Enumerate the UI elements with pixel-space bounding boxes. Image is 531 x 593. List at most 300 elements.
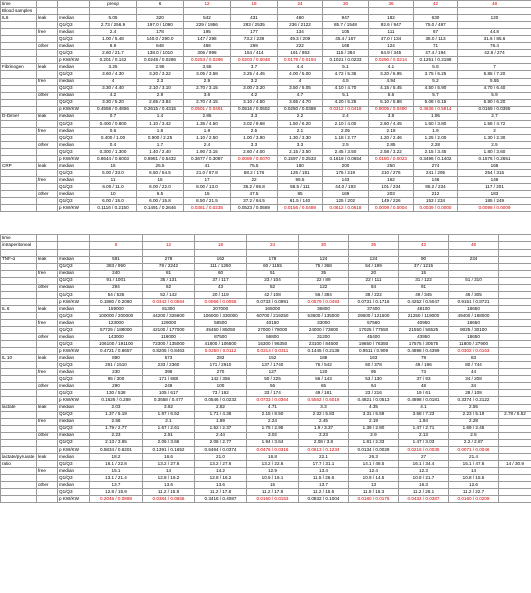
table-cell[interactable]: 0.0159 / 0.0355 [458, 106, 531, 113]
table-cell[interactable]: 51 [247, 270, 299, 277]
table-cell[interactable]: 124 [369, 43, 414, 50]
table-cell[interactable]: 0.1391 / 0.1652 [143, 446, 195, 453]
table-cell[interactable]: 2.45 / 3.50 [323, 148, 369, 155]
table-cell[interactable]: 5.90 / 6.20 [458, 99, 531, 106]
table-cell[interactable]: 30 [323, 1, 369, 8]
table-cell[interactable] [37, 148, 58, 155]
table-cell[interactable]: 13.6 [143, 482, 195, 489]
table-cell[interactable] [499, 432, 531, 439]
table-cell[interactable]: 283 / 2535 [231, 22, 278, 29]
table-cell[interactable] [1, 439, 37, 446]
table-cell[interactable]: 56 [247, 383, 299, 390]
table-cell[interactable]: 159000 [90, 305, 143, 312]
table-cell[interactable]: 2.9 [137, 92, 184, 99]
table-cell[interactable]: 3.30 / 4.40 [90, 85, 137, 92]
table-cell[interactable] [499, 256, 531, 263]
table-cell[interactable]: 203 [369, 191, 414, 198]
table-cell[interactable] [37, 22, 58, 29]
table-cell[interactable]: 12 [143, 242, 195, 249]
table-cell[interactable] [369, 8, 414, 15]
table-cell[interactable]: 0.4 [90, 141, 137, 148]
table-cell[interactable] [1, 489, 37, 496]
table-cell[interactable]: 2.85 [369, 141, 414, 148]
table-cell[interactable]: 3.55 [184, 64, 231, 71]
table-cell[interactable]: 229 / 1956 [184, 22, 231, 29]
table-cell[interactable]: 0.0248 / 0.0286 [137, 57, 184, 64]
table-cell[interactable]: 6.9 [90, 43, 137, 50]
table-cell[interactable] [37, 460, 58, 467]
table-cell[interactable] [37, 439, 58, 446]
table-cell[interactable]: 56800 [247, 334, 299, 341]
table-cell[interactable] [349, 235, 399, 242]
table-cell[interactable]: median [58, 177, 90, 184]
table-cell[interactable]: 106100 / 191100 [90, 341, 143, 348]
table-cell[interactable]: 42100 / 177000 [143, 327, 195, 334]
table-cell[interactable]: 306 / 998 [184, 50, 231, 57]
table-cell[interactable]: 0.4558 / 0.4856 [90, 106, 137, 113]
table-cell[interactable]: Q1/Q3 [58, 277, 90, 284]
table-cell[interactable]: 210 / 276 [369, 170, 414, 177]
table-cell[interactable]: lactate [1, 404, 37, 411]
table-cell[interactable]: 140.0 / 290.0 [137, 36, 184, 43]
table-cell[interactable] [349, 249, 399, 256]
table-cell[interactable]: 383 / 950 [90, 263, 143, 270]
table-cell[interactable]: free [37, 177, 58, 184]
table-cell[interactable]: 0.8205 / 0.8463 [143, 348, 195, 355]
table-cell[interactable]: 29600 / 121500 [349, 312, 399, 319]
table-cell[interactable]: 129000 [143, 319, 195, 326]
table-cell[interactable] [58, 242, 90, 249]
table-cell[interactable] [1, 127, 37, 134]
table-cell[interactable] [195, 249, 247, 256]
table-cell[interactable]: 0.0733 / 0.0364 [247, 397, 299, 404]
table-cell[interactable]: 3.65 / 4.70 [278, 99, 323, 106]
table-cell[interactable] [1, 29, 37, 36]
table-cell[interactable]: p KW/KW [58, 205, 90, 212]
table-cell[interactable]: 16.8 [247, 453, 299, 460]
table-cell[interactable]: 2.73 / 256.9 [90, 22, 137, 29]
table-cell[interactable] [1, 205, 37, 212]
table-cell[interactable] [499, 496, 531, 503]
table-cell[interactable]: median [58, 29, 90, 36]
table-cell[interactable] [1, 148, 37, 155]
table-cell[interactable]: 21.4 [449, 453, 499, 460]
table-cell[interactable]: 0.5562 / 0.6019 [299, 397, 349, 404]
table-cell[interactable]: 0.7 [90, 113, 137, 120]
table-cell[interactable] [323, 8, 369, 15]
table-cell[interactable]: 185 / 249 [458, 198, 531, 205]
table-cell[interactable]: 53 / 130 [349, 376, 399, 383]
table-cell[interactable]: 27 [399, 453, 449, 460]
table-cell[interactable]: 0.0546 / 0.0232 [195, 397, 247, 404]
table-cell[interactable] [58, 235, 90, 242]
table-cell[interactable] [1, 134, 37, 141]
table-cell[interactable]: other [37, 191, 58, 198]
table-cell[interactable]: 2.60 / 21.7 [90, 50, 137, 57]
table-cell[interactable]: 73.2 / 239 [231, 36, 278, 43]
table-cell[interactable]: 21250 / 119000 [399, 312, 449, 319]
table-cell[interactable]: 0.0381 / 0.0235 [184, 205, 231, 212]
table-cell[interactable]: 81 [143, 270, 195, 277]
table-cell[interactable]: Q1/Q3 [58, 71, 90, 78]
table-cell[interactable]: 4.5 [323, 78, 369, 85]
table-cell[interactable]: 75 / 368 [299, 263, 349, 270]
table-cell[interactable] [499, 319, 531, 326]
table-cell[interactable]: 1.9 [184, 127, 231, 134]
table-cell[interactable] [1, 263, 37, 270]
table-cell[interactable]: 5.6 [369, 92, 414, 99]
table-cell[interactable]: p KW/KW [58, 156, 90, 163]
table-cell[interactable]: 120 [299, 369, 349, 376]
table-cell[interactable]: 183 [458, 191, 531, 198]
table-cell[interactable]: 1.58 / 4.72 [458, 120, 531, 127]
table-cell[interactable]: 270 [195, 369, 247, 376]
table-cell[interactable]: 37400 [349, 305, 399, 312]
table-cell[interactable]: 6 [90, 242, 143, 249]
table-cell[interactable]: 95 / 300 [90, 376, 143, 383]
table-cell[interactable]: 3.00 / 3.20 [231, 85, 278, 92]
table-cell[interactable]: 10.9 / 14.5 [349, 475, 399, 482]
table-cell[interactable]: Q1/Q3 [58, 460, 90, 467]
table-cell[interactable]: 2.19 [369, 127, 414, 134]
table-cell[interactable] [1, 334, 37, 341]
table-cell[interactable]: median [58, 418, 90, 425]
table-cell[interactable]: 10.5 / 16.1 [247, 475, 299, 482]
table-cell[interactable]: 6 [137, 1, 184, 8]
table-cell[interactable] [37, 291, 58, 298]
table-cell[interactable]: 15300 / 96350 [247, 341, 299, 348]
table-cell[interactable]: 3.50 / 5.05 [278, 85, 323, 92]
table-cell[interactable] [1, 249, 37, 256]
table-cell[interactable] [1, 446, 37, 453]
table-cell[interactable]: 125 / 202 [323, 198, 369, 205]
table-cell[interactable] [58, 1, 90, 8]
table-cell[interactable] [1, 284, 37, 291]
table-cell[interactable] [37, 1, 58, 8]
table-cell[interactable] [37, 277, 58, 284]
table-cell[interactable]: 2.7 [458, 113, 531, 120]
table-cell[interactable]: 16.1 / 34.4 [399, 460, 449, 467]
table-cell[interactable]: p KW/KW [58, 496, 90, 503]
table-cell[interactable]: 120 [458, 15, 531, 22]
table-cell[interactable]: 0.2615 / 0.4315 [137, 106, 184, 113]
table-cell[interactable]: 2.1 [278, 127, 323, 134]
table-cell[interactable]: 1.89 [195, 418, 247, 425]
table-cell[interactable]: 2.55 [449, 404, 499, 411]
table-cell[interactable] [1, 467, 37, 474]
table-cell[interactable]: 3.3 [278, 141, 323, 148]
table-cell[interactable]: 12.3 [399, 467, 449, 474]
table-cell[interactable]: 130 / 538 [90, 390, 143, 397]
table-cell[interactable]: 48 [458, 1, 531, 8]
table-cell[interactable]: 13.6 [195, 482, 247, 489]
table-cell[interactable]: IL 10 [1, 355, 37, 362]
table-cell[interactable]: 12.8 / 16.2 [195, 475, 247, 482]
table-cell[interactable]: 143000 [90, 334, 143, 341]
table-cell[interactable]: 2.28 [449, 418, 499, 425]
table-cell[interactable]: median [58, 383, 90, 390]
table-cell[interactable]: 197.0 / 1090 [137, 22, 184, 29]
table-cell[interactable] [499, 249, 531, 256]
table-cell[interactable]: 13.7 [299, 482, 349, 489]
table-cell[interactable]: 0.0731 / 0.1716 [349, 298, 399, 305]
table-cell[interactable]: 10 [90, 191, 137, 198]
table-cell[interactable]: 250 [369, 163, 414, 170]
table-cell[interactable]: 124 [349, 256, 399, 263]
table-cell[interactable]: 105 [323, 29, 369, 36]
table-cell[interactable]: 3.2 [231, 78, 278, 85]
table-cell[interactable]: 2.65 / 3.84 [137, 99, 184, 106]
table-cell[interactable]: 236 / 2122 [278, 22, 323, 29]
table-cell[interactable]: 0.1576 / 0.2651 [458, 156, 531, 163]
table-cell[interactable]: 4.15 / 5.45 [369, 85, 414, 92]
table-cell[interactable]: 0.400 / 0.800 [90, 120, 137, 127]
table-cell[interactable]: 46 / 305 [449, 291, 499, 298]
table-cell[interactable]: 17575 / 30575 [399, 341, 449, 348]
table-cell[interactable]: 162 [369, 177, 414, 184]
table-cell[interactable]: 111 / 1250 [195, 263, 247, 270]
table-cell[interactable] [458, 22, 531, 29]
table-cell[interactable] [1, 106, 37, 113]
table-cell[interactable] [37, 312, 58, 319]
table-cell[interactable]: 78 / 2242 [143, 263, 195, 270]
table-cell[interactable] [499, 327, 531, 334]
table-cell[interactable]: 100000 / 200000 [90, 312, 143, 319]
table-cell[interactable]: 17 [184, 177, 231, 184]
table-cell[interactable]: 0.3416 / 0.4087 [195, 496, 247, 503]
table-cell[interactable]: Q1/Q3 [58, 390, 90, 397]
table-cell[interactable]: 169 [323, 191, 369, 198]
table-cell[interactable] [37, 184, 58, 191]
table-cell[interactable]: 1.47 / 2.71 [399, 425, 449, 432]
table-cell[interactable]: 230 [90, 369, 143, 376]
table-cell[interactable] [499, 439, 531, 446]
table-cell[interactable]: 31 / 122 [399, 277, 449, 284]
table-cell[interactable]: 2.5 [231, 127, 278, 134]
table-cell[interactable]: 134 [278, 29, 323, 36]
table-cell[interactable]: 5.6 [414, 64, 458, 71]
table-cell[interactable]: 5.05 [90, 15, 137, 22]
table-cell[interactable]: 0.300 / 1.300 [90, 148, 137, 155]
table-cell[interactable]: 0.0612 / 0.0618 [323, 205, 369, 212]
table-cell[interactable] [1, 85, 37, 92]
table-cell[interactable]: 3.30 / 5.20 [90, 99, 137, 106]
table-cell[interactable]: 12.8 / 16.2 [143, 475, 195, 482]
table-cell[interactable]: other [37, 432, 58, 439]
table-cell[interactable]: median [58, 43, 90, 50]
table-cell[interactable]: 4.71 [247, 404, 299, 411]
table-cell[interactable]: 1.00 / 5.48 [90, 36, 137, 43]
table-cell[interactable] [37, 242, 58, 249]
table-cell[interactable]: 0.3677 / 0.3087 [184, 156, 231, 163]
table-cell[interactable] [499, 397, 531, 404]
table-cell[interactable]: 138.0 / 1010 [137, 50, 184, 57]
table-cell[interactable]: 2.1 [143, 418, 195, 425]
table-cell[interactable]: 71 [414, 43, 458, 50]
table-cell[interactable]: 0.3558 / 0.477 [143, 397, 195, 404]
table-cell[interactable] [1, 50, 37, 57]
table-cell[interactable]: 13.2 / 22.6 [247, 460, 299, 467]
table-cell[interactable]: other [37, 92, 58, 99]
table-cell[interactable] [1, 390, 37, 397]
table-cell[interactable] [499, 446, 531, 453]
table-cell[interactable] [231, 8, 278, 15]
table-cell[interactable]: 0.2048 / 0.0898 [90, 496, 143, 503]
table-cell[interactable]: 5.10 / 5.88 [369, 99, 414, 106]
table-cell[interactable] [1, 156, 37, 163]
table-cell[interactable]: 2.4 [90, 29, 137, 36]
table-cell[interactable]: 100 [195, 383, 247, 390]
table-cell[interactable]: 13.7 [90, 482, 143, 489]
table-cell[interactable]: 2.23 [90, 432, 143, 439]
table-cell[interactable]: 234 [449, 256, 499, 263]
table-cell[interactable]: median [58, 482, 90, 489]
table-cell[interactable]: 49.3 / 209 [278, 36, 323, 43]
table-cell[interactable]: 8.00 / 13.0 [184, 184, 231, 191]
table-cell[interactable]: 4.94 [369, 78, 414, 85]
table-cell[interactable]: 2.58 / 3.22 [369, 148, 414, 155]
table-cell[interactable]: 254 / 315 [458, 170, 531, 177]
table-cell[interactable]: 12.6 [449, 482, 499, 489]
table-cell[interactable]: 1.7 [137, 141, 184, 148]
table-cell[interactable] [37, 50, 58, 57]
table-cell[interactable]: 47.4 / 194 [414, 50, 458, 57]
table-cell[interactable]: 30 [299, 242, 349, 249]
table-cell[interactable]: 1.35 / 4.50 [184, 120, 231, 127]
table-cell[interactable]: 168 [458, 163, 531, 170]
table-cell[interactable]: 34 [449, 383, 499, 390]
table-cell[interactable] [37, 489, 58, 496]
table-cell[interactable] [1, 432, 37, 439]
table-cell[interactable]: 42 / 108 [247, 291, 299, 298]
table-cell[interactable]: 22.1 [299, 453, 349, 460]
table-cell[interactable]: 0.4636 / 0.5814 [414, 106, 458, 113]
table-cell[interactable]: 6.00 / 15.0 [90, 198, 137, 205]
table-cell[interactable]: 40150 [247, 319, 299, 326]
table-cell[interactable]: 5.2 [414, 78, 458, 85]
table-cell[interactable]: 33 / 174 [247, 390, 299, 397]
table-cell[interactable]: 2.15 / 3.45 [414, 148, 458, 155]
table-cell[interactable]: 16.3 [399, 482, 449, 489]
table-cell[interactable]: 3.8 [369, 113, 414, 120]
table-cell[interactable] [1, 270, 37, 277]
table-cell[interactable]: 1.50 / 6.20 [278, 120, 323, 127]
table-cell[interactable]: 22 / 89 [299, 277, 349, 284]
table-cell[interactable]: 1.94 [399, 418, 449, 425]
table-cell[interactable]: 0.0342 / 0.0584 [143, 298, 195, 305]
table-cell[interactable]: 2.45 [299, 418, 349, 425]
table-cell[interactable]: 43 [195, 284, 247, 291]
table-cell[interactable]: 81300 [143, 305, 195, 312]
table-cell[interactable]: 3.75 / 6.25 [414, 71, 458, 78]
table-cell[interactable] [37, 397, 58, 404]
table-cell[interactable]: free [37, 467, 58, 474]
table-cell[interactable]: free [37, 418, 58, 425]
table-cell[interactable] [1, 22, 37, 29]
table-cell[interactable]: leak [37, 15, 58, 22]
table-cell[interactable] [1, 425, 37, 432]
table-cell[interactable]: 16.6 [143, 453, 195, 460]
table-cell[interactable]: 3.60 / 4.30 [90, 71, 137, 78]
table-cell[interactable] [414, 8, 458, 15]
table-cell[interactable]: 2.08 / 3.8 [299, 439, 349, 446]
table-cell[interactable]: 0.0312 / 0.0418 [323, 106, 369, 113]
table-cell[interactable]: 431 [231, 15, 278, 22]
table-cell[interactable]: 1.79 / 2.77 [90, 425, 143, 432]
table-cell[interactable] [1, 496, 37, 503]
table-cell[interactable]: 49 / 345 [399, 291, 449, 298]
table-cell[interactable]: 278 [143, 256, 195, 263]
table-cell[interactable] [499, 418, 531, 425]
table-cell[interactable]: 22 / 111 [349, 277, 399, 284]
table-cell[interactable]: intraperitoneal [1, 242, 37, 249]
table-cell[interactable]: p KW/KW [58, 446, 90, 453]
table-cell[interactable] [1, 198, 37, 205]
table-cell[interactable] [90, 235, 143, 242]
table-cell[interactable]: 591 [90, 256, 143, 263]
table-cell[interactable]: 18650 [449, 319, 499, 326]
table-cell[interactable]: 75.5 [231, 163, 278, 170]
table-cell[interactable]: 14 [449, 467, 499, 474]
table-cell[interactable] [1, 383, 37, 390]
table-cell[interactable]: 75 / 542 [299, 362, 349, 369]
table-cell[interactable] [499, 489, 531, 496]
table-cell[interactable]: 5.1 [323, 64, 369, 71]
table-cell[interactable]: median [58, 256, 90, 263]
table-cell[interactable]: 1.90 / 3.15 [184, 148, 231, 155]
table-cell[interactable]: 44 [449, 369, 499, 376]
table-cell[interactable]: free [37, 127, 58, 134]
table-cell[interactable]: 248 [143, 383, 195, 390]
table-cell[interactable]: D-Dimer [1, 113, 37, 120]
table-cell[interactable] [1, 475, 37, 482]
table-cell[interactable]: 58500 [195, 319, 247, 326]
table-cell[interactable]: 12.4 [349, 467, 399, 474]
table-cell[interactable]: 35 [299, 270, 349, 277]
table-cell[interactable] [399, 249, 449, 256]
table-cell[interactable]: 79 [399, 355, 449, 362]
table-cell[interactable]: 85.7 / 1548 [323, 22, 369, 29]
table-cell[interactable]: 947 [323, 15, 369, 22]
table-cell[interactable]: 18 [231, 1, 278, 8]
table-cell[interactable]: 24 [278, 1, 323, 8]
table-cell[interactable]: 3.10 / 4.50 [231, 99, 278, 106]
table-cell[interactable] [37, 85, 58, 92]
table-cell[interactable]: 52 [247, 284, 299, 291]
table-cell[interactable] [37, 134, 58, 141]
table-cell[interactable]: 8.50 / 21.5 [184, 198, 231, 205]
table-cell[interactable]: 142 / 356 [195, 376, 247, 383]
table-cell[interactable]: 14.2 [195, 467, 247, 474]
table-cell[interactable]: 124 [299, 256, 349, 263]
table-cell[interactable]: leak [37, 113, 58, 120]
table-cell[interactable]: 115 / 384 [323, 50, 369, 57]
table-cell[interactable] [499, 284, 531, 291]
table-cell[interactable]: 84 [349, 284, 399, 291]
table-cell[interactable]: 0.3496 / 0.1402 [414, 156, 458, 163]
table-cell[interactable]: 11.2 / 15.8 [143, 489, 195, 496]
table-cell[interactable]: 2.19 [349, 418, 399, 425]
table-cell[interactable]: 83 [449, 355, 499, 362]
table-cell[interactable]: 22 [231, 177, 278, 184]
table-cell[interactable]: 2.5 [458, 141, 531, 148]
table-cell[interactable] [37, 298, 58, 305]
table-cell[interactable]: 153 / 234 [414, 198, 458, 205]
table-cell[interactable]: 44.0 / 193 [323, 184, 369, 191]
table-cell[interactable]: 11 [90, 177, 137, 184]
table-cell[interactable] [37, 411, 58, 418]
table-cell[interactable]: 154 / 414 [231, 50, 278, 57]
